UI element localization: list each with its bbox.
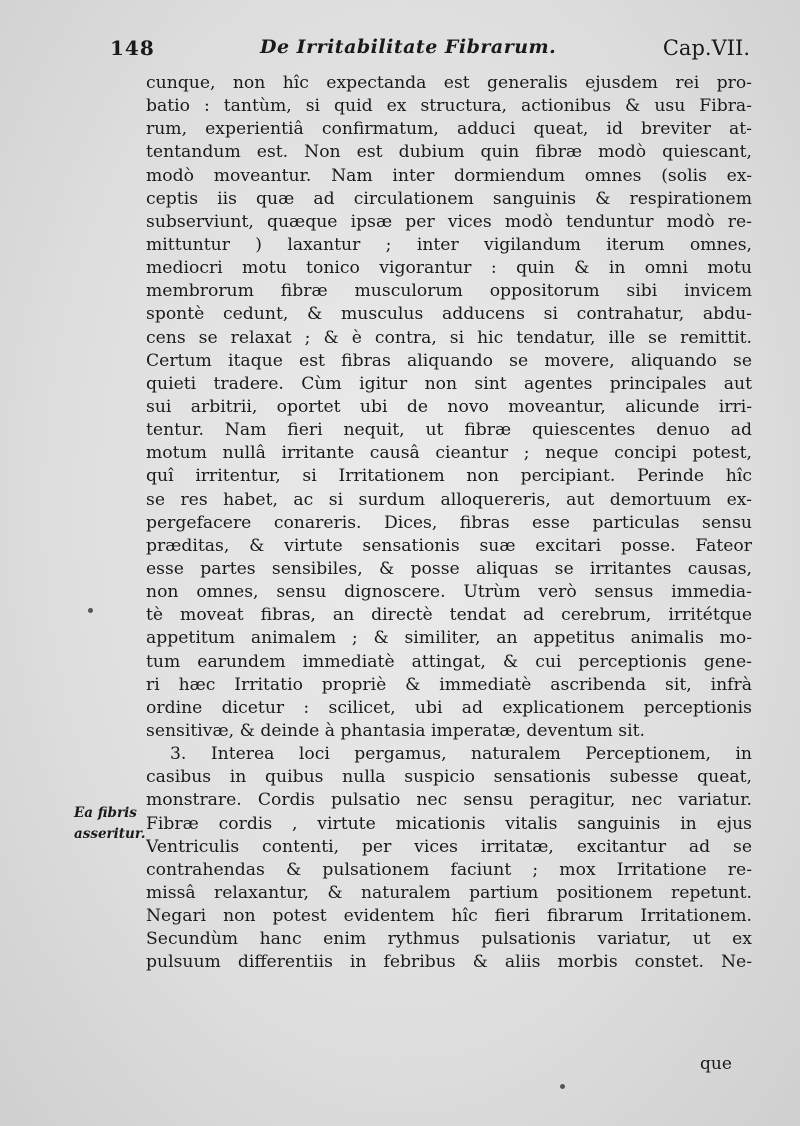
text-line: Negari non potest evidentem hîc fieri fibrarum Irritationem.	[146, 906, 752, 927]
ink-speck	[560, 1084, 565, 1089]
text-line: sensitivæ, & deinde à phantasia imperatæ, deventum sit.	[146, 720, 645, 741]
margin-note-line: asseritur.	[74, 826, 146, 842]
text-line: quî irritentur, si Irritationem non percipiant. Perinde hîc	[146, 466, 752, 487]
catchword: que	[700, 1054, 732, 1074]
text-line: quieti tradere. Cùm igitur non sint agentes principales aut	[146, 373, 752, 394]
text-line: modò moveantur. Nam inter dormiendum omnes (solis ex-	[146, 165, 752, 186]
text-line: ordine dicetur : scilicet, ubi ad explicationem perceptionis	[146, 697, 752, 718]
text-line: esse partes sensibiles, & posse aliquas se irritantes causas,	[146, 558, 752, 579]
text-line: Certum itaque est fibras aliquando se movere, aliquando se	[146, 350, 752, 371]
text-line: rum, experientiâ confirmatum, adduci queat, id breviter at-	[146, 119, 752, 140]
text-line: tè moveat fibras, an directè tendat ad cerebrum, irritétque	[146, 605, 752, 626]
text-line: Secundùm hanc enim rythmus pulsationis variatur, ut ex	[146, 929, 752, 950]
text-line: Fibræ cordis , virtute micationis vitalis sanguinis in ejus	[146, 813, 752, 834]
text-line: non omnes, sensu dignoscere. Utrùm verò sensus immedia-	[146, 582, 752, 603]
body-text	[146, 72, 752, 974]
text-line: pulsuum differentiis in febribus & aliis morbis constet. Ne-	[146, 952, 752, 973]
text-line: ri hæc Irritatio propriè & immediatè ascribenda sit, infrà	[146, 674, 752, 695]
text-line: monstrare. Cordis pulsatio nec sensu peragitur, nec variatur.	[146, 790, 752, 811]
text-line: præditas, & virtute sensationis suæ excitari posse. Fateor	[146, 535, 752, 556]
text-line: ceptis iis quæ ad circulationem sanguinis & respirationem	[146, 188, 752, 209]
text-line: 3. Interea loci pergamus, naturalem Perceptionem, in	[170, 744, 752, 765]
text-line: mediocri motu tonico vigorantur : quin & in omni motu	[146, 258, 752, 279]
text-line: pergefacere conareris. Dices, fibras esse particulas sensu	[146, 512, 752, 533]
text-line: appetitum animalem ; & similiter, an appetitus animalis mo-	[146, 628, 752, 649]
page-header	[110, 36, 750, 68]
text-line: tentur. Nam fieri nequit, ut fibræ quiescentes denuo ad	[146, 420, 752, 441]
text-line: cunque, non hîc expectanda est generalis ejusdem rei pro-	[146, 73, 752, 93]
text-line: batio : tantùm, si quid ex structura, actionibus & usu Fibra-	[146, 96, 752, 117]
text-line: subserviunt, quæque ipsæ per vices modò tenduntur modò re-	[146, 211, 752, 232]
text-line: tum earundem immediatè attingat, & cui perceptionis gene-	[146, 651, 752, 672]
margin-note-line: Ea fibris	[74, 805, 137, 821]
running-title: De Irritabilitate Fibrarum.	[260, 36, 557, 58]
text-line: missâ relaxantur, & naturalem partium positionem repetunt.	[146, 882, 752, 903]
text-line: sui arbitrii, oportet ubi de novo moveantur, alicunde irri-	[146, 396, 752, 417]
ink-speck	[88, 608, 93, 613]
chapter-label: Cap.VII.	[662, 36, 750, 60]
text-line: Ventriculis contenti, per vices irritatæ, excitantur ad se	[146, 836, 752, 857]
text-line: membrorum fibræ musculorum oppositorum sibi invicem	[146, 281, 752, 302]
text-line: casibus in quibus nulla suspicio sensationis subesse queat,	[146, 767, 752, 788]
text-line: motum nullâ irritante causâ cieantur ; neque concipi potest,	[146, 443, 752, 464]
text-line: cens se relaxat ; & è contra, si hic tendatur, ille se remittit.	[146, 327, 752, 348]
text-line: se res habet, ac si surdum alloquereris, aut demortuum ex-	[146, 489, 752, 510]
text-line: tentandum est. Non est dubium quin fibræ modò quiescant,	[146, 142, 752, 163]
text-line: mittuntur ) laxantur ; inter vigilandum iterum omnes,	[146, 234, 752, 255]
margin-note	[74, 803, 146, 845]
text-line: spontè cedunt, & musculus adducens si contrahatur, abdu-	[146, 304, 752, 325]
page-number: 148	[110, 36, 155, 60]
text-line: contrahendas & pulsationem faciunt ; mox Irritatione re-	[146, 859, 752, 880]
